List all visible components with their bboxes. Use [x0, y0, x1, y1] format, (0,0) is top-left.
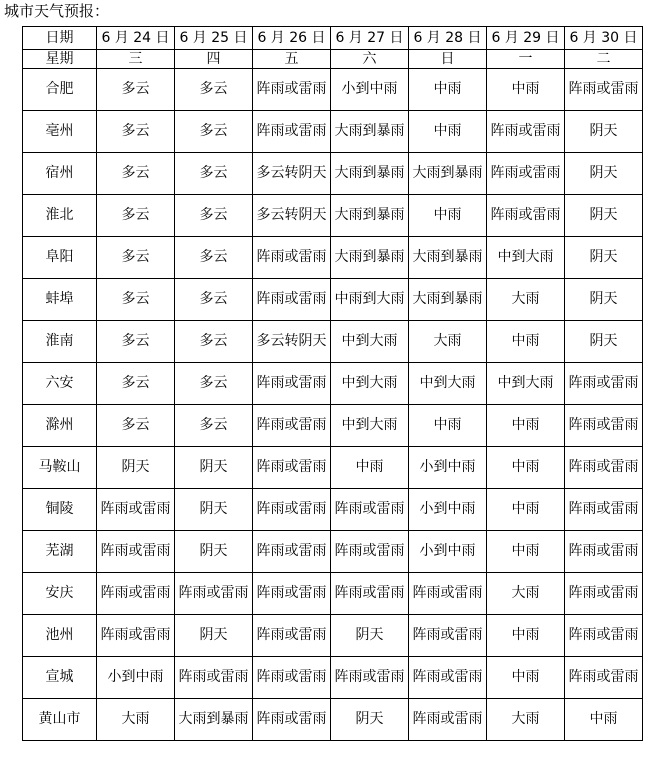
forecast-cell: 大雨: [409, 321, 487, 363]
forecast-cell: 中到大雨: [331, 363, 409, 405]
table-row: [23, 279, 643, 321]
forecast-cell: 阵雨或雷雨: [409, 615, 487, 657]
forecast-cell: 阵雨或雷雨: [253, 69, 331, 111]
city-name: 六安: [23, 363, 97, 405]
forecast-cell: 阴天: [175, 489, 253, 531]
table-row: [23, 237, 643, 279]
forecast-cell: 中雨: [565, 699, 643, 741]
date-header-row: [23, 27, 643, 50]
forecast-cell: 中到大雨: [331, 321, 409, 363]
forecast-cell: 多云: [175, 321, 253, 363]
forecast-cell: 阵雨或雷雨: [565, 573, 643, 615]
city-name: 池州: [23, 615, 97, 657]
forecast-cell: 阴天: [565, 279, 643, 321]
forecast-cell: 阵雨或雷雨: [253, 489, 331, 531]
weekday-label: 星期: [23, 50, 97, 69]
page-title: 城市天气预报：: [4, 2, 110, 20]
table-row: [23, 531, 643, 573]
forecast-cell: 阴天: [565, 195, 643, 237]
forecast-cell: 中雨: [409, 405, 487, 447]
forecast-cell: 阵雨或雷雨: [409, 657, 487, 699]
forecast-cell: 中雨: [487, 489, 565, 531]
forecast-cell: 阵雨或雷雨: [331, 531, 409, 573]
city-name: 淮北: [23, 195, 97, 237]
forecast-cell: 阵雨或雷雨: [409, 699, 487, 741]
date-cell: 6 月 25 日: [175, 27, 253, 50]
forecast-cell: 多云: [175, 195, 253, 237]
forecast-cell: 中雨: [487, 531, 565, 573]
forecast-cell: 阵雨或雷雨: [97, 489, 175, 531]
forecast-cell: 多云: [175, 363, 253, 405]
forecast-cell: 阴天: [565, 111, 643, 153]
weekday-cell: 三: [97, 50, 175, 69]
forecast-cell: 阵雨或雷雨: [253, 279, 331, 321]
forecast-cell: 多云: [97, 195, 175, 237]
forecast-cell: 阵雨或雷雨: [331, 489, 409, 531]
date-cell: 6 月 27 日: [331, 27, 409, 50]
weekday-cell: 六: [331, 50, 409, 69]
forecast-cell: 阴天: [97, 447, 175, 489]
city-name: 宿州: [23, 153, 97, 195]
forecast-cell: 阵雨或雷雨: [331, 573, 409, 615]
table-row: [23, 699, 643, 741]
forecast-cell: 多云: [175, 111, 253, 153]
forecast-cell: 多云: [175, 237, 253, 279]
city-name: 阜阳: [23, 237, 97, 279]
forecast-cell: 大雨到暴雨: [409, 237, 487, 279]
table-row: [23, 363, 643, 405]
weekday-cell: 四: [175, 50, 253, 69]
city-name: 安庆: [23, 573, 97, 615]
forecast-cell: 大雨到暴雨: [175, 699, 253, 741]
date-cell: 6 月 28 日: [409, 27, 487, 50]
forecast-cell: 大雨: [487, 699, 565, 741]
forecast-cell: 阴天: [331, 699, 409, 741]
forecast-cell: 阵雨或雷雨: [253, 531, 331, 573]
date-label: 日期: [23, 27, 97, 50]
forecast-cell: 多云: [97, 111, 175, 153]
forecast-cell: 中雨: [487, 405, 565, 447]
forecast-cell: 中雨: [487, 69, 565, 111]
forecast-cell: 阵雨或雷雨: [565, 69, 643, 111]
weekday-cell: 一: [487, 50, 565, 69]
forecast-cell: 多云: [175, 153, 253, 195]
forecast-cell: 中到大雨: [487, 363, 565, 405]
forecast-cell: 阵雨或雷雨: [565, 615, 643, 657]
forecast-cell: 多云: [97, 153, 175, 195]
forecast-cell: 阵雨或雷雨: [97, 573, 175, 615]
forecast-cell: 中到大雨: [331, 405, 409, 447]
forecast-cell: 阴天: [565, 237, 643, 279]
weekday-cell: 日: [409, 50, 487, 69]
forecast-cell: 阴天: [175, 531, 253, 573]
forecast-cell: 中雨: [331, 447, 409, 489]
city-name: 宣城: [23, 657, 97, 699]
city-name: 马鞍山: [23, 447, 97, 489]
forecast-cell: 大雨到暴雨: [409, 279, 487, 321]
forecast-cell: 中雨到大雨: [331, 279, 409, 321]
forecast-table: [22, 26, 643, 741]
forecast-cell: 大雨到暴雨: [331, 111, 409, 153]
forecast-cell: 中雨: [487, 657, 565, 699]
forecast-cell: 多云: [97, 69, 175, 111]
forecast-cell: 大雨: [97, 699, 175, 741]
date-cell: 6 月 26 日: [253, 27, 331, 50]
forecast-cell: 阵雨或雷雨: [565, 657, 643, 699]
forecast-cell: 大雨到暴雨: [331, 237, 409, 279]
forecast-cell: 多云: [175, 405, 253, 447]
forecast-cell: 阵雨或雷雨: [253, 573, 331, 615]
forecast-cell: 中雨: [487, 615, 565, 657]
forecast-cell: 阵雨或雷雨: [175, 657, 253, 699]
table-row: [23, 615, 643, 657]
forecast-cell: 多云: [97, 321, 175, 363]
city-name: 亳州: [23, 111, 97, 153]
table-row: [23, 69, 643, 111]
forecast-cell: 中到大雨: [409, 363, 487, 405]
forecast-cell: 阵雨或雷雨: [253, 615, 331, 657]
forecast-cell: 多云: [175, 69, 253, 111]
forecast-table-body: [23, 27, 643, 741]
weekday-header-row: [23, 50, 643, 69]
forecast-cell: 阵雨或雷雨: [253, 699, 331, 741]
table-row: [23, 111, 643, 153]
forecast-cell: 多云转阴天: [253, 195, 331, 237]
weekday-cell: 五: [253, 50, 331, 69]
table-row: [23, 321, 643, 363]
forecast-cell: 阴天: [565, 153, 643, 195]
forecast-cell: 阵雨或雷雨: [409, 573, 487, 615]
forecast-cell: 阵雨或雷雨: [487, 111, 565, 153]
forecast-cell: 多云转阴天: [253, 153, 331, 195]
date-cell: 6 月 30 日: [565, 27, 643, 50]
forecast-cell: 阵雨或雷雨: [565, 447, 643, 489]
forecast-cell: 阵雨或雷雨: [565, 363, 643, 405]
city-name: 淮南: [23, 321, 97, 363]
forecast-cell: 大雨: [487, 279, 565, 321]
forecast-cell: 阵雨或雷雨: [175, 573, 253, 615]
city-name: 黄山市: [23, 699, 97, 741]
table-row: [23, 153, 643, 195]
forecast-cell: 中雨: [409, 195, 487, 237]
forecast-cell: 多云: [97, 405, 175, 447]
table-row: [23, 573, 643, 615]
forecast-cell: 阵雨或雷雨: [487, 195, 565, 237]
forecast-cell: 多云: [97, 363, 175, 405]
city-name: 合肥: [23, 69, 97, 111]
forecast-cell: 阵雨或雷雨: [565, 405, 643, 447]
forecast-cell: 中到大雨: [487, 237, 565, 279]
forecast-cell: 阵雨或雷雨: [253, 363, 331, 405]
forecast-cell: 阵雨或雷雨: [331, 657, 409, 699]
table-row: [23, 447, 643, 489]
date-cell: 6 月 29 日: [487, 27, 565, 50]
weekday-cell: 二: [565, 50, 643, 69]
forecast-cell: 多云转阴天: [253, 321, 331, 363]
city-name: 铜陵: [23, 489, 97, 531]
forecast-cell: 中雨: [409, 111, 487, 153]
city-name: 滁州: [23, 405, 97, 447]
forecast-cell: 多云: [97, 279, 175, 321]
forecast-cell: 阵雨或雷雨: [97, 531, 175, 573]
forecast-cell: 小到中雨: [409, 447, 487, 489]
forecast-cell: 大雨到暴雨: [331, 195, 409, 237]
forecast-cell: 大雨到暴雨: [409, 153, 487, 195]
forecast-cell: 阵雨或雷雨: [253, 111, 331, 153]
forecast-cell: 大雨: [487, 573, 565, 615]
forecast-cell: 中雨: [409, 69, 487, 111]
forecast-cell: 阴天: [331, 615, 409, 657]
forecast-cell: 中雨: [487, 321, 565, 363]
table-row: [23, 489, 643, 531]
forecast-cell: 阴天: [175, 447, 253, 489]
date-cell: 6 月 24 日: [97, 27, 175, 50]
forecast-cell: 多云: [97, 237, 175, 279]
forecast-cell: 阵雨或雷雨: [253, 237, 331, 279]
forecast-cell: 大雨到暴雨: [331, 153, 409, 195]
forecast-cell: 中雨: [487, 447, 565, 489]
forecast-cell: 阵雨或雷雨: [253, 657, 331, 699]
forecast-cell: 多云: [175, 279, 253, 321]
forecast-cell: 小到中雨: [97, 657, 175, 699]
forecast-cell: 阵雨或雷雨: [487, 153, 565, 195]
forecast-cell: 小到中雨: [331, 69, 409, 111]
table-row: [23, 657, 643, 699]
forecast-cell: 阴天: [565, 321, 643, 363]
forecast-cell: 阵雨或雷雨: [97, 615, 175, 657]
city-name: 芜湖: [23, 531, 97, 573]
forecast-cell: 阵雨或雷雨: [253, 405, 331, 447]
table-row: [23, 405, 643, 447]
forecast-cell: 阵雨或雷雨: [253, 447, 331, 489]
table-row: [23, 195, 643, 237]
forecast-cell: 小到中雨: [409, 489, 487, 531]
forecast-cell: 阵雨或雷雨: [565, 489, 643, 531]
forecast-cell: 小到中雨: [409, 531, 487, 573]
city-name: 蚌埠: [23, 279, 97, 321]
forecast-cell: 阵雨或雷雨: [565, 531, 643, 573]
forecast-cell: 阴天: [175, 615, 253, 657]
